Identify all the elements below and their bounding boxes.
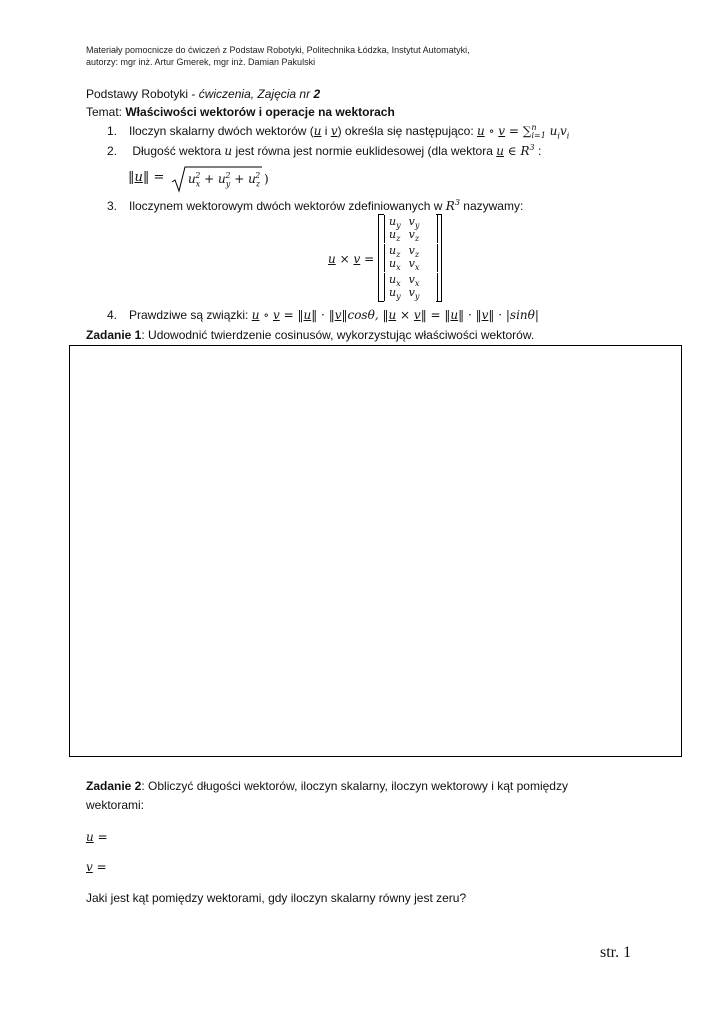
header-line-2: autorzy: mgr inż. Artur Gmerek, mgr inż. Damian Pakulski bbox=[86, 57, 316, 67]
item-3-text: Iloczynem wektorowym dwóch wektorów zdefiniowanych w bbox=[129, 199, 446, 213]
task-2-text-1: : Obliczyć długości wektorów, iloczyn skalarny, iloczyn wektorowy i kąt pomiędzy bbox=[141, 779, 568, 793]
item-2-end: : bbox=[534, 144, 542, 158]
task-2 bbox=[86, 778, 568, 794]
relations-formula: u ∘ v = ‖u‖ · ‖v‖cosθ, ‖u × v‖ = ‖u‖ · ‖v‖ · |sinθ| bbox=[251, 308, 539, 322]
topic-line bbox=[86, 104, 395, 120]
item-4-number: 4. bbox=[107, 308, 118, 322]
item-4-text: Prawdziwe są związki: bbox=[129, 308, 252, 322]
cross-matrix: $u_y$ $v_y$ $u_z$ $v_z$ $u_z$ $v_z$ $u_x$ $v_x$ $u_x$ $v_x$ $u_y$ $v_y$ bbox=[378, 214, 442, 302]
course-line bbox=[86, 86, 320, 102]
vector-u-plain: u bbox=[224, 144, 233, 158]
item-2-text: Długość wektora bbox=[129, 144, 225, 158]
task-1 bbox=[86, 327, 534, 343]
task-1-answer-box[interactable] bbox=[69, 345, 682, 757]
item-3 bbox=[107, 198, 523, 214]
vector-in-r3: u ∈ $R^3$ bbox=[496, 143, 535, 158]
item-1 bbox=[107, 123, 569, 139]
vector-v: v bbox=[330, 124, 338, 138]
task-2-line-2: wektorami: bbox=[86, 798, 145, 812]
course-number: 2 bbox=[313, 87, 321, 101]
course-prefix: Podstawy Robotyki - bbox=[86, 87, 199, 101]
task-1-label: Zadanie 1 bbox=[86, 328, 142, 342]
item-1-after: ) określa się następująco: bbox=[337, 124, 477, 138]
item-2-number: 2. bbox=[107, 144, 118, 158]
item-2-after: jest równa jest normie euklidesowej (dla wektora bbox=[232, 144, 497, 158]
page-number: str. 1 bbox=[600, 944, 632, 961]
item-3-after: nazywamy: bbox=[459, 199, 524, 213]
item-2 bbox=[107, 143, 541, 159]
item-3-number: 3. bbox=[107, 199, 118, 213]
course-italic: ćwiczenia, Zajęcia nr bbox=[198, 87, 314, 101]
header-line-1: Materiały pomocnicze do ćwiczeń z Podstaw Robotyki, Politechnika Łódzka, Instytut Automatyki, bbox=[86, 45, 470, 55]
item-1-text: Iloczyn skalarny dwóch wektorów ( bbox=[129, 124, 314, 138]
item-4 bbox=[107, 307, 539, 323]
item-1-mid: i bbox=[321, 124, 331, 138]
task-2-label: Zadanie 2 bbox=[86, 779, 142, 793]
v-equals: v = bbox=[86, 860, 107, 874]
dot-product-formula: u ∘ v = ∑$^n_{i=1}$ $u_iv_i$ bbox=[477, 123, 570, 141]
topic-title: Właściwości wektorów i operacje na wektorach bbox=[125, 105, 395, 119]
doc-header bbox=[86, 44, 470, 68]
topic-label: Temat: bbox=[86, 105, 126, 119]
task-2-question: Jaki jest kąt pomiędzy wektorami, gdy iloczyn skalarny równy jest zeru? bbox=[86, 891, 467, 905]
task-1-text: : Udowodnić twierdzenie cosinusów, wykorzystując właściwości wektorów. bbox=[141, 328, 535, 342]
item-1-number: 1. bbox=[107, 124, 118, 138]
u-equals: u = bbox=[86, 830, 108, 844]
r3-symbol: $R^3$ bbox=[445, 198, 460, 213]
vector-u: u bbox=[313, 124, 322, 138]
